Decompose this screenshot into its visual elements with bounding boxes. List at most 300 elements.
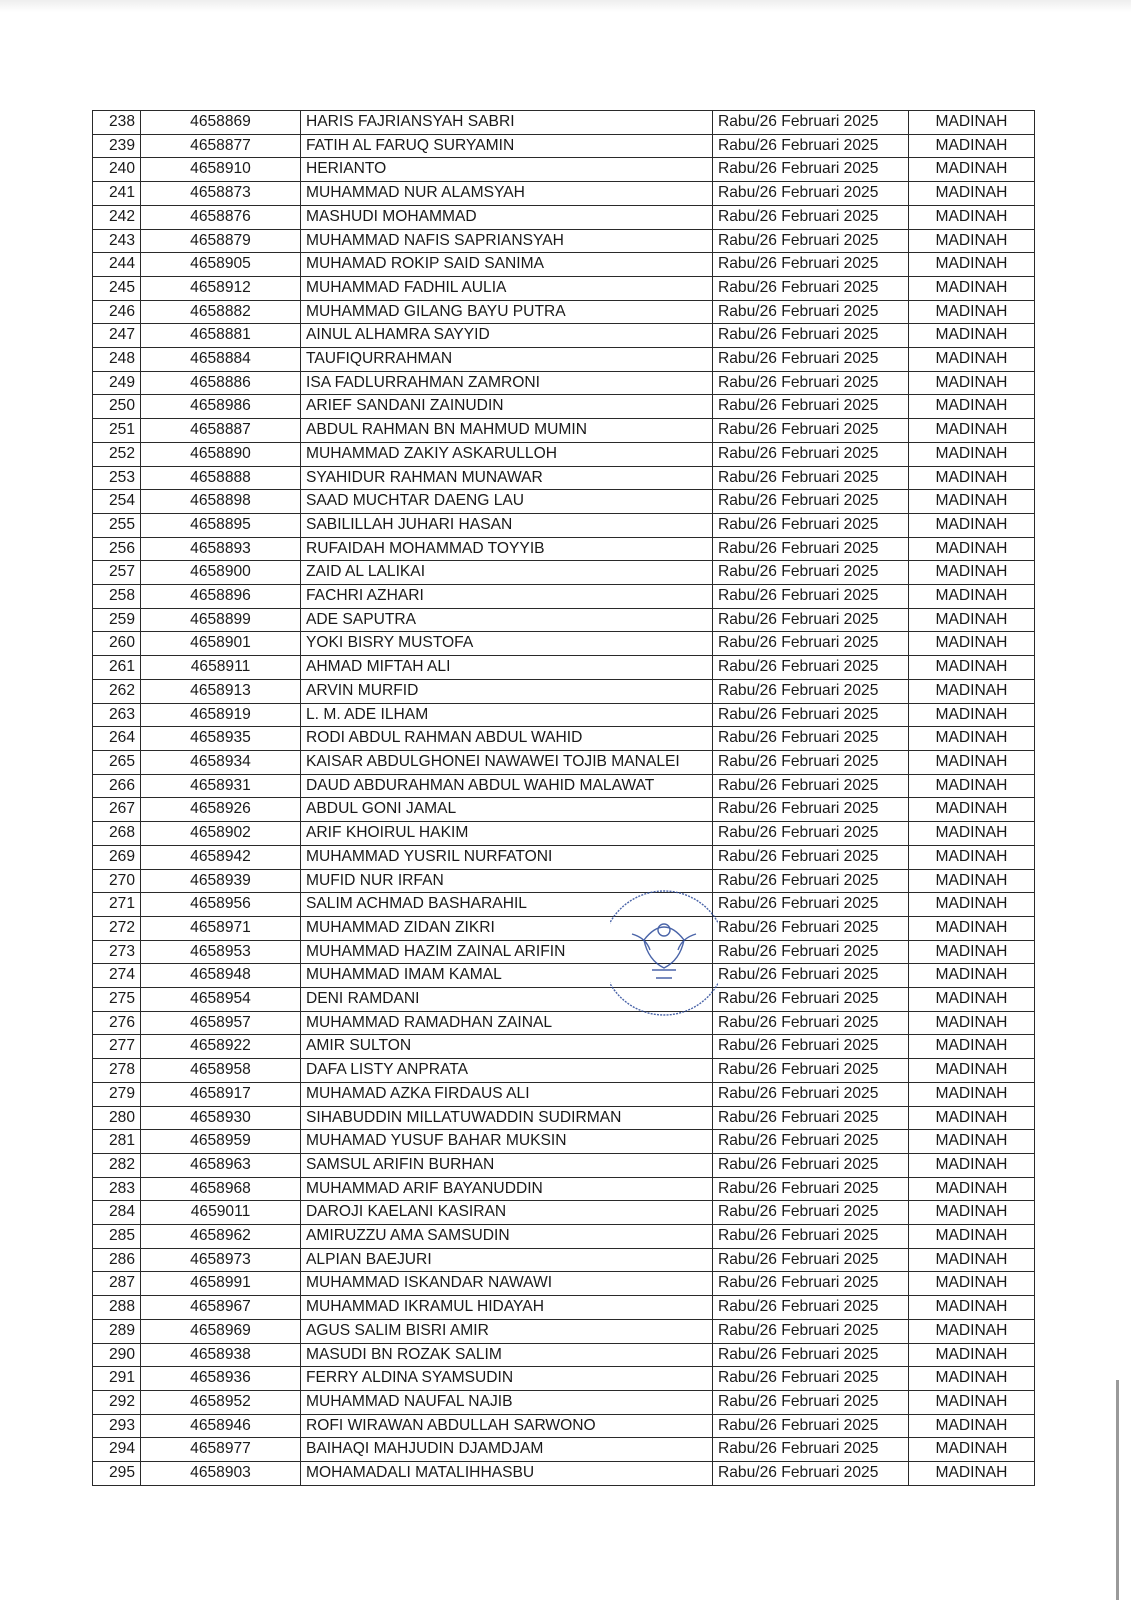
registration-id-cell: 4658931 xyxy=(141,774,301,798)
registration-id-cell: 4658977 xyxy=(141,1438,301,1462)
destination-city-cell: MADINAH xyxy=(909,703,1035,727)
row-number-cell: 292 xyxy=(93,1390,141,1414)
pilgrim-name-cell: SALIM ACHMAD BASHARAHIL xyxy=(301,893,713,917)
table-row xyxy=(93,1414,1035,1438)
destination-city-cell: MADINAH xyxy=(909,371,1035,395)
table-row xyxy=(93,632,1035,656)
row-number-cell: 246 xyxy=(93,300,141,324)
destination-city-cell: MADINAH xyxy=(909,1153,1035,1177)
row-number-cell: 259 xyxy=(93,608,141,632)
pilgrim-list-table xyxy=(92,110,1035,1486)
pilgrim-name-cell: MUHAMMAD HAZIM ZAINAL ARIFIN xyxy=(301,940,713,964)
table-row xyxy=(93,253,1035,277)
departure-date-cell: Rabu/26 Februari 2025 xyxy=(713,324,909,348)
pilgrim-name-cell: AHMAD MIFTAH ALI xyxy=(301,656,713,680)
departure-date-cell: Rabu/26 Februari 2025 xyxy=(713,1201,909,1225)
destination-city-cell: MADINAH xyxy=(909,561,1035,585)
registration-id-cell: 4658919 xyxy=(141,703,301,727)
departure-date-cell: Rabu/26 Februari 2025 xyxy=(713,703,909,727)
departure-date-cell: Rabu/26 Februari 2025 xyxy=(713,893,909,917)
destination-city-cell: MADINAH xyxy=(909,537,1035,561)
table-row xyxy=(93,656,1035,680)
departure-date-cell: Rabu/26 Februari 2025 xyxy=(713,466,909,490)
departure-date-cell: Rabu/26 Februari 2025 xyxy=(713,1177,909,1201)
pilgrim-name-cell: MUHAMMAD IMAM KAMAL xyxy=(301,964,713,988)
registration-id-cell: 4658952 xyxy=(141,1390,301,1414)
registration-id-cell: 4658936 xyxy=(141,1367,301,1391)
registration-id-cell: 4658968 xyxy=(141,1177,301,1201)
table-row xyxy=(93,1343,1035,1367)
row-number-cell: 278 xyxy=(93,1059,141,1083)
registration-id-cell: 4658957 xyxy=(141,1011,301,1035)
destination-city-cell: MADINAH xyxy=(909,727,1035,751)
pilgrim-name-cell: SAMSUL ARIFIN BURHAN xyxy=(301,1153,713,1177)
destination-city-cell: MADINAH xyxy=(909,300,1035,324)
row-number-cell: 280 xyxy=(93,1106,141,1130)
registration-id-cell: 4658942 xyxy=(141,845,301,869)
destination-city-cell: MADINAH xyxy=(909,111,1035,135)
registration-id-cell: 4658926 xyxy=(141,798,301,822)
registration-id-cell: 4658946 xyxy=(141,1414,301,1438)
table-row xyxy=(93,419,1035,443)
row-number-cell: 245 xyxy=(93,276,141,300)
row-number-cell: 279 xyxy=(93,1082,141,1106)
destination-city-cell: MADINAH xyxy=(909,1343,1035,1367)
registration-id-cell: 4658898 xyxy=(141,490,301,514)
pilgrim-name-cell: RODI ABDUL RAHMAN ABDUL WAHID xyxy=(301,727,713,751)
row-number-cell: 247 xyxy=(93,324,141,348)
departure-date-cell: Rabu/26 Februari 2025 xyxy=(713,395,909,419)
pilgrim-name-cell: MASHUDI MOHAMMAD xyxy=(301,205,713,229)
registration-id-cell: 4658888 xyxy=(141,466,301,490)
registration-id-cell: 4658900 xyxy=(141,561,301,585)
destination-city-cell: MADINAH xyxy=(909,442,1035,466)
table-row xyxy=(93,300,1035,324)
registration-id-cell: 4658895 xyxy=(141,513,301,537)
row-number-cell: 269 xyxy=(93,845,141,869)
departure-date-cell: Rabu/26 Februari 2025 xyxy=(713,1319,909,1343)
departure-date-cell: Rabu/26 Februari 2025 xyxy=(713,1462,909,1486)
registration-id-cell: 4658939 xyxy=(141,869,301,893)
departure-date-cell: Rabu/26 Februari 2025 xyxy=(713,1343,909,1367)
row-number-cell: 254 xyxy=(93,490,141,514)
destination-city-cell: MADINAH xyxy=(909,1272,1035,1296)
table-row xyxy=(93,1035,1035,1059)
departure-date-cell: Rabu/26 Februari 2025 xyxy=(713,276,909,300)
row-number-cell: 284 xyxy=(93,1201,141,1225)
registration-id-cell: 4658962 xyxy=(141,1225,301,1249)
table-row xyxy=(93,1248,1035,1272)
row-number-cell: 282 xyxy=(93,1153,141,1177)
departure-date-cell: Rabu/26 Februari 2025 xyxy=(713,513,909,537)
pilgrim-name-cell: MUHAMMAD ARIF BAYANUDDIN xyxy=(301,1177,713,1201)
destination-city-cell: MADINAH xyxy=(909,395,1035,419)
departure-date-cell: Rabu/26 Februari 2025 xyxy=(713,537,909,561)
destination-city-cell: MADINAH xyxy=(909,348,1035,372)
destination-city-cell: MADINAH xyxy=(909,1201,1035,1225)
registration-id-cell: 4658986 xyxy=(141,395,301,419)
departure-date-cell: Rabu/26 Februari 2025 xyxy=(713,1106,909,1130)
table-row xyxy=(93,1011,1035,1035)
row-number-cell: 256 xyxy=(93,537,141,561)
pilgrim-name-cell: MUHAMMAD ZIDAN ZIKRI xyxy=(301,916,713,940)
destination-city-cell: MADINAH xyxy=(909,608,1035,632)
table-row xyxy=(93,1438,1035,1462)
departure-date-cell: Rabu/26 Februari 2025 xyxy=(713,134,909,158)
row-number-cell: 268 xyxy=(93,822,141,846)
table-row xyxy=(93,205,1035,229)
destination-city-cell: MADINAH xyxy=(909,822,1035,846)
departure-date-cell: Rabu/26 Februari 2025 xyxy=(713,1011,909,1035)
table-row xyxy=(93,798,1035,822)
row-number-cell: 270 xyxy=(93,869,141,893)
destination-city-cell: MADINAH xyxy=(909,134,1035,158)
departure-date-cell: Rabu/26 Februari 2025 xyxy=(713,1272,909,1296)
departure-date-cell: Rabu/26 Februari 2025 xyxy=(713,419,909,443)
table-row xyxy=(93,727,1035,751)
pilgrim-name-cell: AMIR SULTON xyxy=(301,1035,713,1059)
pilgrim-name-cell: ABDUL RAHMAN BN MAHMUD MUMIN xyxy=(301,419,713,443)
pilgrim-name-cell: AINUL ALHAMRA SAYYID xyxy=(301,324,713,348)
pilgrim-name-cell: ZAID AL LALIKAI xyxy=(301,561,713,585)
registration-id-cell: 4658967 xyxy=(141,1296,301,1320)
registration-id-cell: 4658887 xyxy=(141,419,301,443)
departure-date-cell: Rabu/26 Februari 2025 xyxy=(713,182,909,206)
destination-city-cell: MADINAH xyxy=(909,632,1035,656)
destination-city-cell: MADINAH xyxy=(909,1106,1035,1130)
pilgrim-name-cell: MUHAMMAD ZAKIY ASKARULLOH xyxy=(301,442,713,466)
departure-date-cell: Rabu/26 Februari 2025 xyxy=(713,253,909,277)
table-row xyxy=(93,750,1035,774)
registration-id-cell: 4658958 xyxy=(141,1059,301,1083)
row-number-cell: 276 xyxy=(93,1011,141,1035)
pilgrim-name-cell: MUHAMMAD NAUFAL NAJIB xyxy=(301,1390,713,1414)
departure-date-cell: Rabu/26 Februari 2025 xyxy=(713,490,909,514)
departure-date-cell: Rabu/26 Februari 2025 xyxy=(713,1225,909,1249)
row-number-cell: 295 xyxy=(93,1462,141,1486)
table-row xyxy=(93,537,1035,561)
destination-city-cell: MADINAH xyxy=(909,1248,1035,1272)
registration-id-cell: 4658893 xyxy=(141,537,301,561)
destination-city-cell: MADINAH xyxy=(909,869,1035,893)
pilgrim-name-cell: HARIS FAJRIANSYAH SABRI xyxy=(301,111,713,135)
registration-id-cell: 4658877 xyxy=(141,134,301,158)
pilgrim-name-cell: SYAHIDUR RAHMAN MUNAWAR xyxy=(301,466,713,490)
destination-city-cell: MADINAH xyxy=(909,940,1035,964)
destination-city-cell: MADINAH xyxy=(909,1177,1035,1201)
departure-date-cell: Rabu/26 Februari 2025 xyxy=(713,869,909,893)
destination-city-cell: MADINAH xyxy=(909,916,1035,940)
pilgrim-name-cell: MUFID NUR IRFAN xyxy=(301,869,713,893)
scan-edge-mark xyxy=(1116,1380,1119,1600)
row-number-cell: 251 xyxy=(93,419,141,443)
table-row xyxy=(93,395,1035,419)
pilgrim-name-cell: MUHAMAD YUSUF BAHAR MUKSIN xyxy=(301,1130,713,1154)
pilgrim-name-cell: MUHAMMAD FADHIL AULIA xyxy=(301,276,713,300)
row-number-cell: 286 xyxy=(93,1248,141,1272)
destination-city-cell: MADINAH xyxy=(909,656,1035,680)
departure-date-cell: Rabu/26 Februari 2025 xyxy=(713,158,909,182)
departure-date-cell: Rabu/26 Februari 2025 xyxy=(713,940,909,964)
row-number-cell: 271 xyxy=(93,893,141,917)
row-number-cell: 248 xyxy=(93,348,141,372)
pilgrim-name-cell: MOHAMADALI MATALIHHASBU xyxy=(301,1462,713,1486)
table-row xyxy=(93,490,1035,514)
table-row xyxy=(93,229,1035,253)
pilgrim-name-cell: AMIRUZZU AMA SAMSUDIN xyxy=(301,1225,713,1249)
registration-id-cell: 4658971 xyxy=(141,916,301,940)
row-number-cell: 249 xyxy=(93,371,141,395)
table-row xyxy=(93,1177,1035,1201)
registration-id-cell: 4658903 xyxy=(141,1462,301,1486)
table-row xyxy=(93,1201,1035,1225)
registration-id-cell: 4658879 xyxy=(141,229,301,253)
pilgrim-name-cell: ARVIN MURFID xyxy=(301,679,713,703)
row-number-cell: 289 xyxy=(93,1319,141,1343)
registration-id-cell: 4658954 xyxy=(141,988,301,1012)
table-row xyxy=(93,513,1035,537)
destination-city-cell: MADINAH xyxy=(909,1462,1035,1486)
destination-city-cell: MADINAH xyxy=(909,679,1035,703)
registration-id-cell: 4658953 xyxy=(141,940,301,964)
registration-id-cell: 4658991 xyxy=(141,1272,301,1296)
row-number-cell: 244 xyxy=(93,253,141,277)
table-row xyxy=(93,703,1035,727)
destination-city-cell: MADINAH xyxy=(909,158,1035,182)
table-row xyxy=(93,774,1035,798)
departure-date-cell: Rabu/26 Februari 2025 xyxy=(713,300,909,324)
destination-city-cell: MADINAH xyxy=(909,1414,1035,1438)
table-row xyxy=(93,608,1035,632)
table-row xyxy=(93,988,1035,1012)
row-number-cell: 272 xyxy=(93,916,141,940)
destination-city-cell: MADINAH xyxy=(909,893,1035,917)
departure-date-cell: Rabu/26 Februari 2025 xyxy=(713,845,909,869)
row-number-cell: 243 xyxy=(93,229,141,253)
table-row xyxy=(93,1059,1035,1083)
destination-city-cell: MADINAH xyxy=(909,253,1035,277)
destination-city-cell: MADINAH xyxy=(909,1390,1035,1414)
departure-date-cell: Rabu/26 Februari 2025 xyxy=(713,348,909,372)
registration-id-cell: 4658938 xyxy=(141,1343,301,1367)
pilgrim-name-cell: KAISAR ABDULGHONEI NAWAWEI TOJIB MANALEI xyxy=(301,750,713,774)
registration-id-cell: 4658969 xyxy=(141,1319,301,1343)
row-number-cell: 264 xyxy=(93,727,141,751)
departure-date-cell: Rabu/26 Februari 2025 xyxy=(713,1059,909,1083)
destination-city-cell: MADINAH xyxy=(909,513,1035,537)
scan-top-shadow xyxy=(0,0,1131,12)
departure-date-cell: Rabu/26 Februari 2025 xyxy=(713,1414,909,1438)
row-number-cell: 238 xyxy=(93,111,141,135)
destination-city-cell: MADINAH xyxy=(909,324,1035,348)
row-number-cell: 277 xyxy=(93,1035,141,1059)
registration-id-cell: 4658956 xyxy=(141,893,301,917)
row-number-cell: 273 xyxy=(93,940,141,964)
destination-city-cell: MADINAH xyxy=(909,205,1035,229)
table-row xyxy=(93,158,1035,182)
table-row xyxy=(93,822,1035,846)
destination-city-cell: MADINAH xyxy=(909,774,1035,798)
pilgrim-name-cell: L. M. ADE ILHAM xyxy=(301,703,713,727)
destination-city-cell: MADINAH xyxy=(909,419,1035,443)
registration-id-cell: 4658902 xyxy=(141,822,301,846)
destination-city-cell: MADINAH xyxy=(909,988,1035,1012)
registration-id-cell: 4658922 xyxy=(141,1035,301,1059)
destination-city-cell: MADINAH xyxy=(909,490,1035,514)
row-number-cell: 275 xyxy=(93,988,141,1012)
registration-id-cell: 4658896 xyxy=(141,585,301,609)
destination-city-cell: MADINAH xyxy=(909,798,1035,822)
destination-city-cell: MADINAH xyxy=(909,750,1035,774)
destination-city-cell: MADINAH xyxy=(909,1035,1035,1059)
pilgrim-name-cell: ARIF KHOIRUL HAKIM xyxy=(301,822,713,846)
pilgrim-name-cell: YOKI BISRY MUSTOFA xyxy=(301,632,713,656)
row-number-cell: 258 xyxy=(93,585,141,609)
row-number-cell: 252 xyxy=(93,442,141,466)
table-row xyxy=(93,324,1035,348)
registration-id-cell: 4658948 xyxy=(141,964,301,988)
departure-date-cell: Rabu/26 Februari 2025 xyxy=(713,1130,909,1154)
departure-date-cell: Rabu/26 Februari 2025 xyxy=(713,988,909,1012)
row-number-cell: 241 xyxy=(93,182,141,206)
departure-date-cell: Rabu/26 Februari 2025 xyxy=(713,442,909,466)
destination-city-cell: MADINAH xyxy=(909,1438,1035,1462)
destination-city-cell: MADINAH xyxy=(909,585,1035,609)
destination-city-cell: MADINAH xyxy=(909,1319,1035,1343)
row-number-cell: 281 xyxy=(93,1130,141,1154)
pilgrim-name-cell: DAUD ABDURAHMAN ABDUL WAHID MALAWAT xyxy=(301,774,713,798)
pilgrim-name-cell: MASUDI BN ROZAK SALIM xyxy=(301,1343,713,1367)
pilgrim-name-cell: ARIEF SANDANI ZAINUDIN xyxy=(301,395,713,419)
pilgrim-name-cell: ISA FADLURRAHMAN ZAMRONI xyxy=(301,371,713,395)
pilgrim-name-cell: FACHRI AZHARI xyxy=(301,585,713,609)
departure-date-cell: Rabu/26 Februari 2025 xyxy=(713,727,909,751)
row-number-cell: 285 xyxy=(93,1225,141,1249)
registration-id-cell: 4658911 xyxy=(141,656,301,680)
pilgrim-name-cell: FERRY ALDINA SYAMSUDIN xyxy=(301,1367,713,1391)
departure-date-cell: Rabu/26 Februari 2025 xyxy=(713,205,909,229)
destination-city-cell: MADINAH xyxy=(909,182,1035,206)
table-row xyxy=(93,1296,1035,1320)
row-number-cell: 260 xyxy=(93,632,141,656)
registration-id-cell: 4658959 xyxy=(141,1130,301,1154)
table-row xyxy=(93,276,1035,300)
registration-id-cell: 4658884 xyxy=(141,348,301,372)
table-row xyxy=(93,940,1035,964)
registration-id-cell: 4658935 xyxy=(141,727,301,751)
row-number-cell: 250 xyxy=(93,395,141,419)
departure-date-cell: Rabu/26 Februari 2025 xyxy=(713,608,909,632)
destination-city-cell: MADINAH xyxy=(909,1059,1035,1083)
table-row xyxy=(93,845,1035,869)
departure-date-cell: Rabu/26 Februari 2025 xyxy=(713,1390,909,1414)
destination-city-cell: MADINAH xyxy=(909,1130,1035,1154)
pilgrim-name-cell: ROFI WIRAWAN ABDULLAH SARWONO xyxy=(301,1414,713,1438)
departure-date-cell: Rabu/26 Februari 2025 xyxy=(713,229,909,253)
row-number-cell: 240 xyxy=(93,158,141,182)
destination-city-cell: MADINAH xyxy=(909,229,1035,253)
pilgrim-name-cell: MUHAMMAD NUR ALAMSYAH xyxy=(301,182,713,206)
row-number-cell: 265 xyxy=(93,750,141,774)
row-number-cell: 263 xyxy=(93,703,141,727)
registration-id-cell: 4658881 xyxy=(141,324,301,348)
row-number-cell: 294 xyxy=(93,1438,141,1462)
table-row xyxy=(93,679,1035,703)
destination-city-cell: MADINAH xyxy=(909,1367,1035,1391)
registration-id-cell: 4658886 xyxy=(141,371,301,395)
pilgrim-name-cell: ABDUL GONI JAMAL xyxy=(301,798,713,822)
row-number-cell: 257 xyxy=(93,561,141,585)
table-row xyxy=(93,1272,1035,1296)
table-body xyxy=(93,111,1035,1486)
row-number-cell: 274 xyxy=(93,964,141,988)
table-row xyxy=(93,1390,1035,1414)
table-row xyxy=(93,964,1035,988)
destination-city-cell: MADINAH xyxy=(909,1225,1035,1249)
departure-date-cell: Rabu/26 Februari 2025 xyxy=(713,632,909,656)
departure-date-cell: Rabu/26 Februari 2025 xyxy=(713,750,909,774)
pilgrim-name-cell: FATIH AL FARUQ SURYAMIN xyxy=(301,134,713,158)
departure-date-cell: Rabu/26 Februari 2025 xyxy=(713,1082,909,1106)
pilgrim-name-cell: DAFA LISTY ANPRATA xyxy=(301,1059,713,1083)
pilgrim-name-cell: MUHAMMAD GILANG BAYU PUTRA xyxy=(301,300,713,324)
table-row xyxy=(93,1225,1035,1249)
registration-id-cell: 4658934 xyxy=(141,750,301,774)
table-row xyxy=(93,466,1035,490)
pilgrim-name-cell: SAAD MUCHTAR DAENG LAU xyxy=(301,490,713,514)
pilgrim-name-cell: SIHABUDDIN MILLATUWADDIN SUDIRMAN xyxy=(301,1106,713,1130)
table-row xyxy=(93,1082,1035,1106)
row-number-cell: 267 xyxy=(93,798,141,822)
pilgrim-name-cell: DENI RAMDANI xyxy=(301,988,713,1012)
table-row xyxy=(93,1130,1035,1154)
pilgrim-name-cell: TAUFIQURRAHMAN xyxy=(301,348,713,372)
row-number-cell: 291 xyxy=(93,1367,141,1391)
registration-id-cell: 4658876 xyxy=(141,205,301,229)
registration-id-cell: 4658873 xyxy=(141,182,301,206)
pilgrim-name-cell: MUHAMMAD YUSRIL NURFATONI xyxy=(301,845,713,869)
table-row xyxy=(93,1153,1035,1177)
registration-id-cell: 4658917 xyxy=(141,1082,301,1106)
pilgrim-name-cell: SABILILLAH JUHARI HASAN xyxy=(301,513,713,537)
pilgrim-name-cell: ALPIAN BAEJURI xyxy=(301,1248,713,1272)
destination-city-cell: MADINAH xyxy=(909,466,1035,490)
departure-date-cell: Rabu/26 Februari 2025 xyxy=(713,1248,909,1272)
departure-date-cell: Rabu/26 Februari 2025 xyxy=(713,916,909,940)
registration-id-cell: 4658930 xyxy=(141,1106,301,1130)
departure-date-cell: Rabu/26 Februari 2025 xyxy=(713,774,909,798)
departure-date-cell: Rabu/26 Februari 2025 xyxy=(713,111,909,135)
table-row xyxy=(93,442,1035,466)
table-row xyxy=(93,134,1035,158)
departure-date-cell: Rabu/26 Februari 2025 xyxy=(713,585,909,609)
pilgrim-name-cell: BAIHAQI MAHJUDIN DJAMDJAM xyxy=(301,1438,713,1462)
registration-id-cell: 4658890 xyxy=(141,442,301,466)
row-number-cell: 290 xyxy=(93,1343,141,1367)
table-row xyxy=(93,182,1035,206)
row-number-cell: 283 xyxy=(93,1177,141,1201)
table-row xyxy=(93,111,1035,135)
row-number-cell: 239 xyxy=(93,134,141,158)
pilgrim-name-cell: RUFAIDAH MOHAMMAD TOYYIB xyxy=(301,537,713,561)
departure-date-cell: Rabu/26 Februari 2025 xyxy=(713,679,909,703)
departure-date-cell: Rabu/26 Februari 2025 xyxy=(713,656,909,680)
pilgrim-name-cell: MUHAMMAD RAMADHAN ZAINAL xyxy=(301,1011,713,1035)
registration-id-cell: 4658882 xyxy=(141,300,301,324)
row-number-cell: 253 xyxy=(93,466,141,490)
registration-id-cell: 4658973 xyxy=(141,1248,301,1272)
registration-id-cell: 4658901 xyxy=(141,632,301,656)
